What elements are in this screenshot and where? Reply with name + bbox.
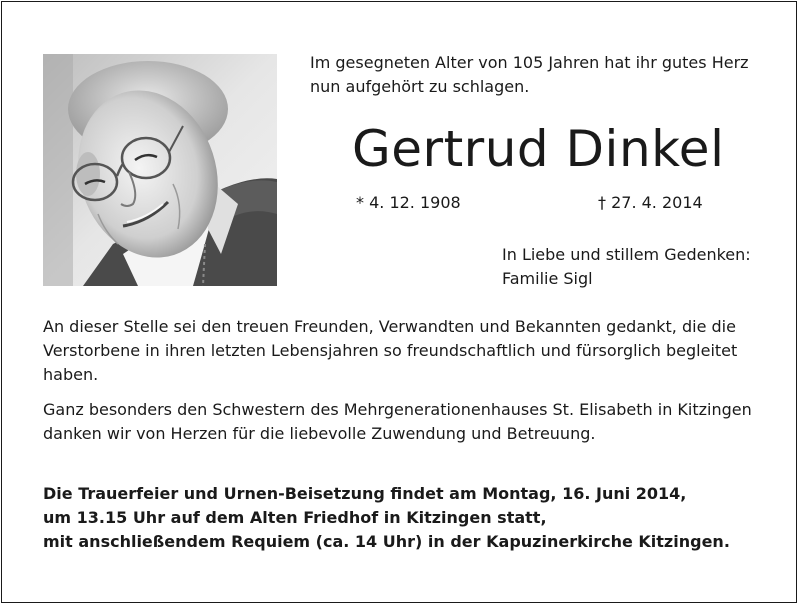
intro-line-2: nun aufgehört zu schlagen. [310,77,530,96]
ceremony-line-1: Die Trauerfeier und Urnen-Beisetzung findet am Montag, 16. Juni 2014, [43,484,687,503]
thanks-paragraph-2 [43,398,763,446]
ceremony-line-2: um 13.15 Uhr auf dem Alten Friedhof in Kitzingen statt, [43,508,547,527]
thanks-paragraph-1 [43,315,763,387]
thanks-p1-line-2: Verstorbene in ihren letzten Lebensjahren so freundschaftlich und fürsorglich begleitet [43,341,738,360]
family-name: Familie Sigl [502,269,593,288]
intro-text [310,51,780,99]
thanks-p1-line-1: An dieser Stelle sei den treuen Freunden, Verwandten und Bekannten gedankt, die die [43,317,736,336]
thanks-p2-line-2: danken wir von Herzen für die liebevolle Zuwendung und Betreuung. [43,424,596,443]
intro-line-1: Im gesegneten Alter von 105 Jahren hat ihr gutes Herz [310,53,749,72]
remembrance-line: In Liebe und stillem Gedenken: [502,245,751,264]
deceased-name: Gertrud Dinkel [352,120,725,178]
birth-date: * 4. 12. 1908 [356,193,461,212]
ceremony-line-3: mit anschließendem Requiem (ca. 14 Uhr) in der Kapuzinerkirche Kitzingen. [43,532,730,551]
thanks-p2-line-1: Ganz besonders den Schwestern des Mehrgenerationenhauses St. Elisabeth in Kitzingen [43,400,752,419]
ceremony-info [43,482,763,554]
remembrance-block [502,243,782,291]
thanks-p1-line-3: haben. [43,365,99,384]
death-date: † 27. 4. 2014 [598,193,703,212]
portrait-photo [43,54,277,286]
